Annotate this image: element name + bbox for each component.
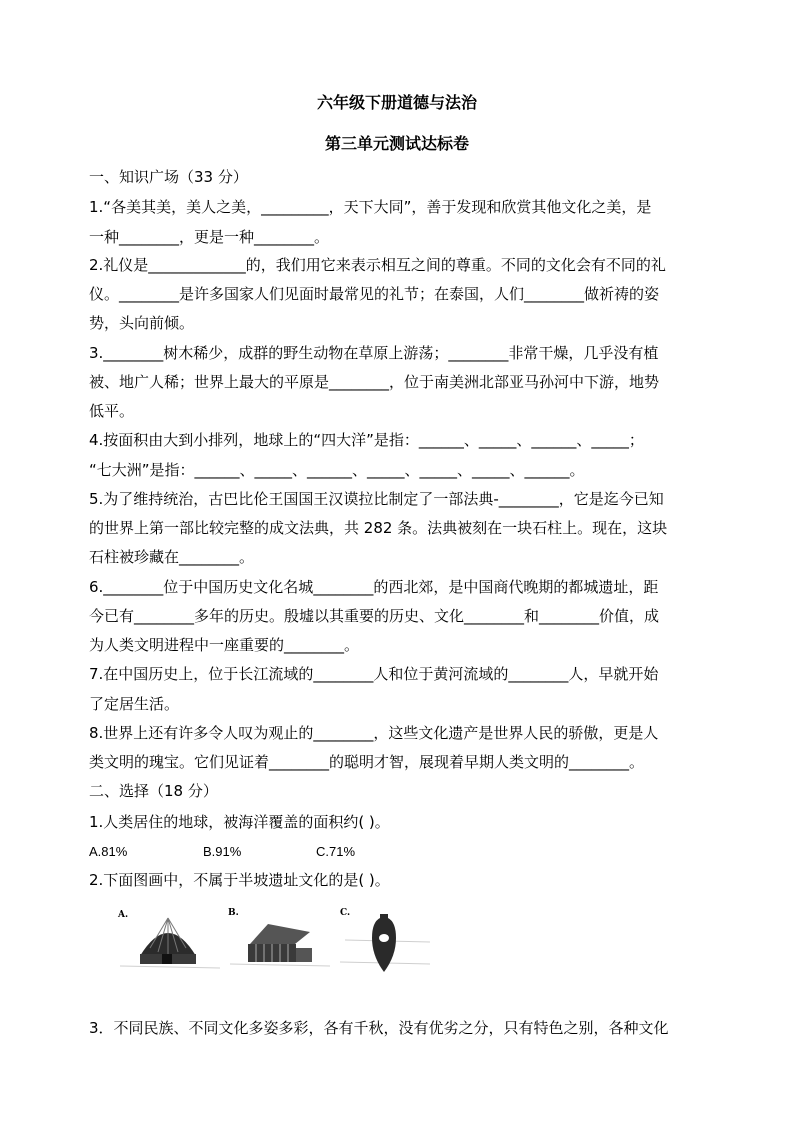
text-line: 低平。 — [89, 402, 135, 420]
text-line: 2.礼仪是_____________的，我们用它来表示相互之间的尊重。不同的文化会有不同的礼 — [89, 256, 666, 274]
page-title: 六年级下册道德与法治 — [316, 93, 477, 112]
text-line: 5.为了维持统治，古巴比伦王国国王汉谟拉比制定了一部法典-________，它是迄今已知 — [89, 490, 664, 508]
text-line: 仪。________是许多国家人们见面时最常见的礼节；在泰国，人们________做祈祷的姿 — [89, 285, 660, 303]
question-text: 1.人类居住的地球，被海洋覆盖的面积约( )。 — [89, 813, 390, 831]
text-line: 被、地广人稀；世界上最大的平原是________，位于南美洲北部亚马孙河中下游，地势 — [89, 373, 660, 391]
text-line: 1.“各美其美，美人之美，_________，天下大同”，善于发现和欣赏其他文化之美，是 — [89, 198, 652, 216]
question-text: 2.下面图画中，不属于半坡遗址文化的是( )。 — [89, 871, 390, 889]
text-line: “七大洲”是指：______、_____、______、_____、_____、_____、______。 — [89, 461, 585, 479]
text-line: 了定居生活。 — [89, 695, 180, 713]
text-line: 石柱被珍藏在________。 — [89, 548, 255, 566]
page-subtitle: 第三单元测试达标卷 — [324, 134, 469, 153]
text-line: 4.按面积由大到小排列，地球上的“四大洋”是指：______、_____、______、_____； — [89, 431, 644, 449]
text-line: 的世界上第一部比较完整的成文法典，共 282 条。法典被刻在一块石柱上。现在，这块 — [89, 519, 668, 537]
option-a: A.81% — [89, 844, 128, 859]
text-line: 3．不同民族、不同文化多姿多彩，各有千秋，没有优劣之分，只有特色之别，各种文化 — [89, 1019, 669, 1037]
question-figure — [110, 904, 438, 976]
option-c: C.71% — [316, 844, 356, 859]
text-line: 为人类文明进程中一座重要的________。 — [89, 636, 360, 654]
figure-label-c: C. — [340, 908, 351, 918]
text-line: 3.________树木稀少，成群的野生动物在草原上游荡；________非常干燥，几乎没有植 — [89, 344, 659, 362]
text-line: 8.世界上还有许多令人叹为观止的________，这些文化遗产是世界人民的骄傲，更是人 — [89, 724, 659, 742]
text-line: 一种________，更是一种________。 — [89, 228, 330, 246]
text-line: 势，头向前倾。 — [89, 314, 195, 332]
section-heading-choice: 二、选择（18 分） — [89, 782, 218, 800]
text-line: 6.________位于中国历史文化名城________的西北郊，是中国商代晚期的都城遗址，距 — [89, 578, 659, 596]
text-line: 7.在中国历史上，位于长江流域的________人和位于黄河流域的________人，早就开始 — [89, 665, 659, 683]
text-line: 今已有________多年的历史。殷墟以其重要的历史、文化________和________价值，成 — [89, 607, 660, 625]
figure-label-a: A. — [118, 910, 129, 920]
option-b: B.91% — [203, 844, 242, 859]
figure-label-b: B. — [228, 908, 239, 918]
text-line: 类文明的瑰宝。它们见证着________的聪明才智，展现着早期人类文明的________。 — [89, 753, 645, 771]
figure-illustrations — [110, 904, 438, 976]
section-heading-knowledge: 一、知识广场（33 分） — [89, 168, 248, 186]
